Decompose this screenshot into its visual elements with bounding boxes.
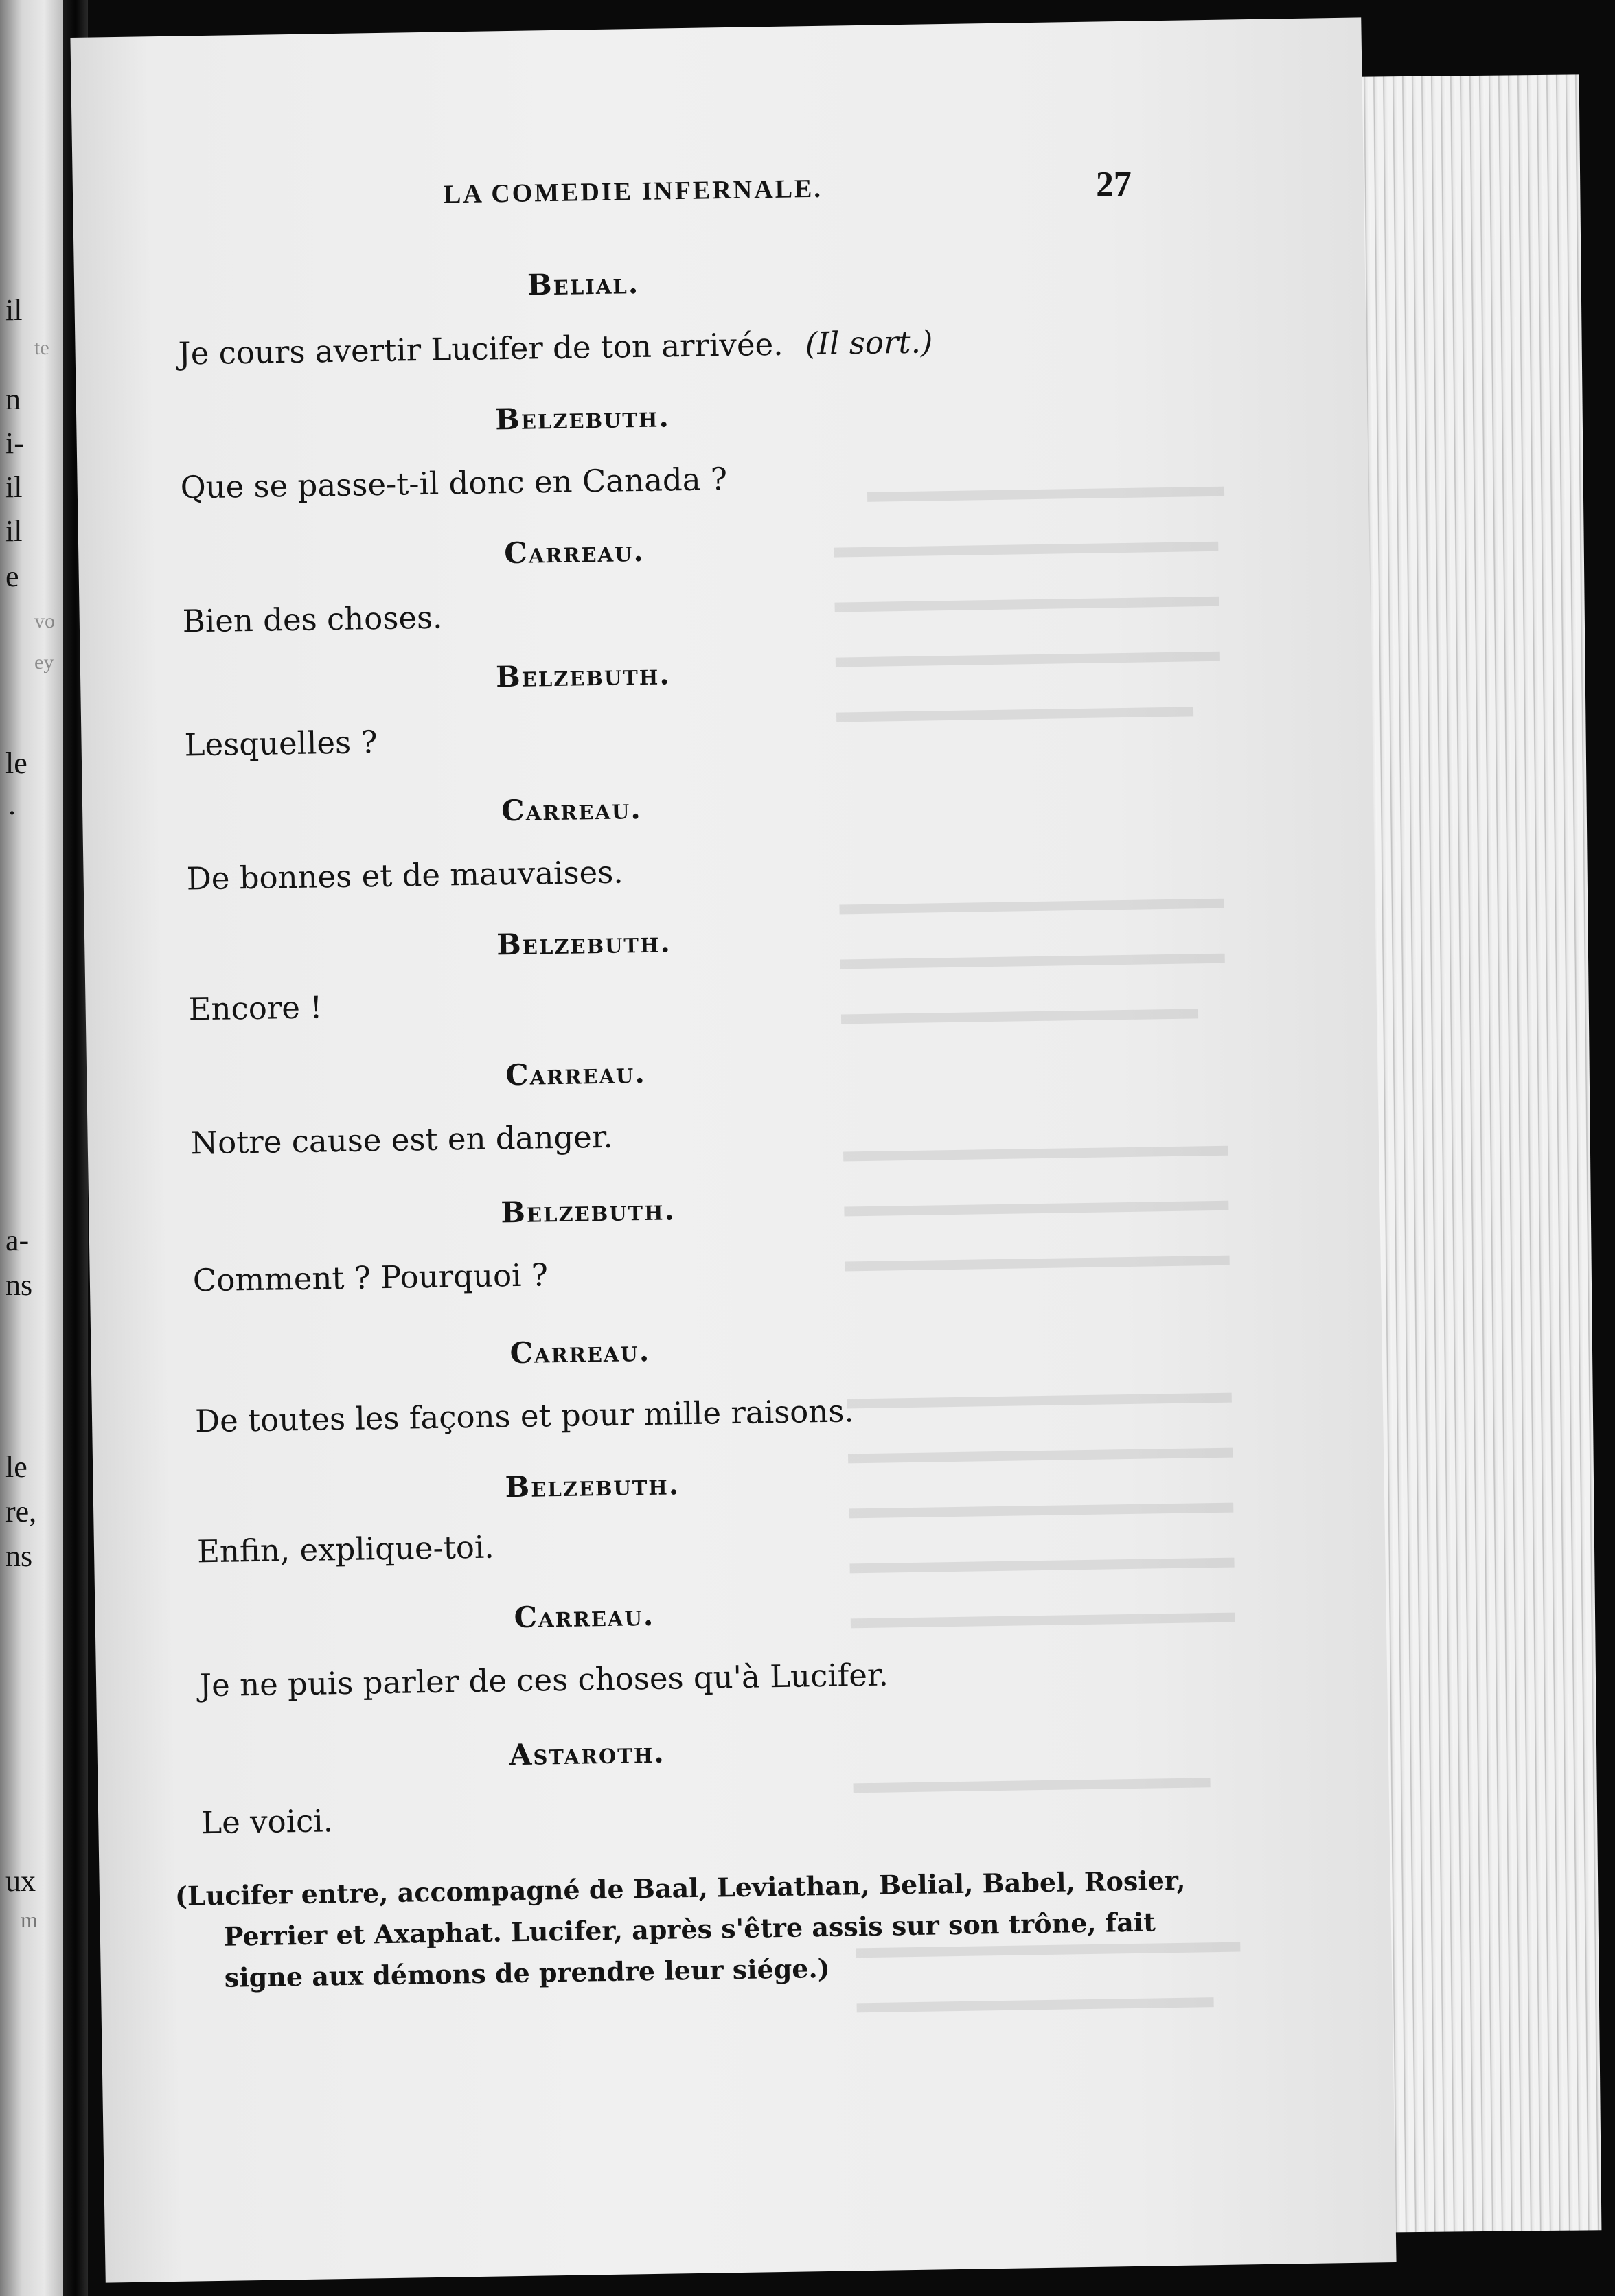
speaker-name: Belzebuth. (495, 657, 672, 694)
left-page-fragment: ns (5, 1270, 33, 1300)
left-page-fragment: e (5, 562, 19, 592)
dialogue-line: Comment ? Pourquoi ? (192, 1256, 549, 1299)
page-edge-stack (1355, 74, 1602, 2232)
left-page-fragment: n (5, 384, 21, 415)
speaker-name: Belzebuth. (496, 925, 672, 962)
left-page-fragment: il (5, 295, 23, 325)
left-page-fragment: a- (5, 1226, 30, 1256)
dialogue-line: Bien des choses. (182, 599, 443, 640)
dialogue-line (178, 323, 933, 372)
speaker-name: Belial. (527, 266, 640, 302)
left-page-fragment: vo (34, 611, 55, 632)
left-page-fragment: ux (5, 1866, 36, 1896)
speaker-name: Carreau. (501, 792, 643, 828)
stage-direction-line: signe aux démons de prendre leur siége.) (224, 1952, 831, 1993)
left-page-fragment: il (5, 472, 23, 503)
speaker-name: Belzebuth. (505, 1467, 680, 1504)
speaker-name: Carreau. (514, 1598, 655, 1635)
left-page-fragment: il (5, 516, 23, 547)
dialogue-line: Lesquelles ? (184, 724, 378, 764)
left-facing-page (0, 0, 63, 2296)
speaker-name: Belzebuth. (494, 400, 671, 437)
speaker-name: Carreau. (505, 1055, 647, 1092)
left-page-fragment: ey (34, 652, 54, 673)
stage-direction-line: Perrier et Axaphat. Lucifer, après s'être assis sur son trône, fait (223, 1906, 1156, 1952)
speaker-name: Carreau. (503, 533, 645, 571)
left-page-fragment: te (34, 338, 49, 358)
speaker-name: Belzebuth. (501, 1193, 676, 1230)
speaker-name: Carreau. (509, 1333, 651, 1370)
speaker-name: Astaroth. (509, 1735, 666, 1772)
left-page-fragment: le (5, 748, 27, 779)
dialogue-line: Notre cause est en danger. (190, 1118, 614, 1162)
dialogue-line: Que se passe-t-il donc en Canada ? (180, 461, 728, 506)
dialogue-line: Je ne puis parler de ces choses qu'à Lucifer. (198, 1656, 889, 1704)
left-page-fragment: . (8, 790, 16, 820)
page-number: 27 (1095, 164, 1132, 205)
book-page (70, 17, 1396, 2282)
stage-direction-line: (Lucifer entre, accompagné de Baal, Leviathan, Belial, Babel, Rosier, (174, 1864, 1186, 1912)
dialogue-line: De bonnes et de mauvaises. (186, 853, 623, 897)
left-page-fragment: ns (5, 1541, 33, 1572)
left-page-fragment: m (21, 1909, 38, 1931)
left-page-fragment: i- (5, 428, 24, 459)
dialogue-text: Je cours avertir Lucifer de ton arrivée. (178, 325, 783, 372)
dialogue-line: De toutes les façons et pour mille raisons. (194, 1392, 855, 1440)
left-page-fragment: re, (5, 1497, 37, 1527)
left-page-fragment: le (5, 1452, 27, 1482)
stage-direction-inline: (Il sort.) (805, 323, 933, 363)
dialogue-line: Le voici. (201, 1802, 334, 1841)
running-head: LA COMEDIE INFERNALE. (443, 174, 823, 209)
dialogue-line: Enfin, explique-toi. (196, 1528, 494, 1570)
dialogue-line: Encore ! (188, 989, 323, 1028)
